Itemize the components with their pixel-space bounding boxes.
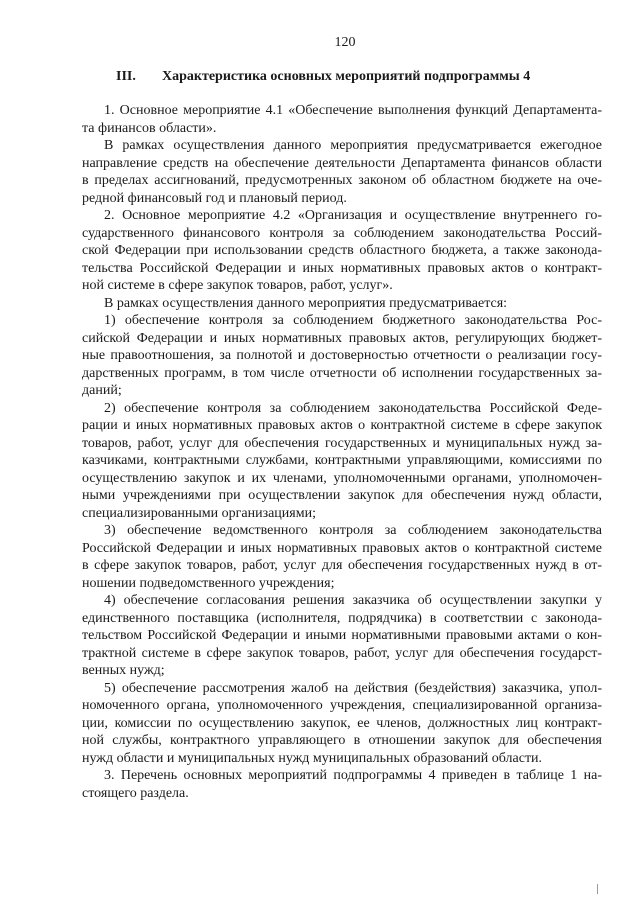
text-line: в пределах ассигнований, предусмотренных законом об областном бюджете на оче- bbox=[82, 173, 602, 188]
text-line: ной службы, контрактного управляющего в отношении закупок для обеспечения bbox=[82, 733, 602, 748]
text-line: ные правоотношения, за полнотой и достоверностью отчетности о реализации госу- bbox=[82, 348, 602, 363]
text-line: В рамках осуществления данного мероприятия предусматривается: bbox=[104, 295, 508, 311]
text-line: стоящего раздела. bbox=[82, 785, 189, 801]
text-line: тельства Российской Федерации и иных нормативных правовых актов о контракт- bbox=[82, 260, 602, 276]
text-line: сударственного финансового контроля за соблюдением законодательства Россий- bbox=[82, 225, 602, 241]
text-line: осуществлению закупок и их членами, уполномоченными органами, уполномочен- bbox=[82, 470, 602, 486]
text-line: 2) обеспечение контроля за соблюдением законодательства Российской Феде- bbox=[104, 400, 602, 416]
text-line: специализированными организациями; bbox=[82, 505, 316, 521]
text-line: та финансов области». bbox=[82, 120, 217, 136]
text-line: ской Федерации при использовании средств областного бюджета, а также законода- bbox=[82, 243, 602, 258]
text-line: 3) обеспечение ведомственного контроля за соблюдением законодательства bbox=[104, 523, 602, 538]
text-line: номоченного органа, уполномоченного учреждения, специализированной организа- bbox=[82, 698, 602, 713]
text-line: сийской Федерации и иных нормативных правовых актов, регулирующих бюджет- bbox=[82, 330, 602, 346]
text-line: казчиками, контрактными службами, контрактными управляющими, комиссиями по bbox=[82, 453, 602, 468]
text-line: 2. Основное мероприятие 4.2 «Организация и осуществление внутреннего го- bbox=[104, 208, 602, 223]
text-line: 4) обеспечение согласования решения заказчика об осуществлении закупки у bbox=[104, 593, 602, 608]
text-line: В рамках осуществления данного мероприятия предусматривается ежегодное bbox=[104, 138, 602, 153]
text-line: рации и иных нормативных правовых актов о контрактной системе в сфере закупок bbox=[82, 418, 602, 433]
text-line: направление средств на обеспечение деятельности Департамента финансов области bbox=[82, 155, 602, 171]
body-text bbox=[82, 102, 602, 802]
section-title: Характеристика основных мероприятий подпрограммы 4 bbox=[162, 69, 531, 84]
text-line: даний; bbox=[82, 383, 122, 398]
text-line: единственного поставщика (исполнителя, подрядчика) в соответствии с законода- bbox=[82, 610, 602, 626]
text-line: тельством Российской Федерации и иными нормативными правовыми актами о кон- bbox=[82, 628, 602, 643]
text-line: трактной системе в сфере закупок товаров, работ, услуг для обеспечения государст- bbox=[82, 645, 602, 661]
text-line: ными учреждениями при осуществлении закупок для обеспечения нужд области, bbox=[82, 488, 602, 503]
margin-mark bbox=[597, 884, 598, 894]
text-line: 1. Основное мероприятие 4.1 «Обеспечение выполнения функций Департамента- bbox=[104, 103, 602, 118]
text-line: 1) обеспечение контроля за соблюдением бюджетного законодательства Рос- bbox=[104, 313, 602, 328]
text-line: ной системе в сфере закупок товаров, работ, услуг». bbox=[82, 278, 393, 293]
text-line: в сфере закупок товаров, работ, услуг для обеспечения государственных нужд в от- bbox=[82, 558, 602, 573]
text-line: венных нужд; bbox=[82, 663, 165, 678]
text-line: дарственных программ, в том числе отчетности об исполнении государственных за- bbox=[82, 365, 602, 381]
text-line: ции, комиссии по осуществлению закупок, ее членов, должностных лиц контракт- bbox=[82, 715, 602, 731]
text-line: Российской Федерации и иных нормативных правовых актов о контрактной системе bbox=[82, 540, 602, 556]
text-line: товаров, работ, услуг для обеспечения государственных и муниципальных нужд за- bbox=[82, 435, 602, 451]
document-page bbox=[82, 34, 602, 802]
text-line: нужд области и муниципальных нужд муниципальных образований области. bbox=[82, 750, 543, 766]
text-line: ношении подведомственного учреждения; bbox=[82, 575, 335, 591]
text-line: 3. Перечень основных мероприятий подпрограммы 4 приведен в таблице 1 на- bbox=[104, 768, 602, 783]
section-numeral: III. bbox=[116, 69, 136, 84]
section-heading bbox=[82, 68, 602, 86]
page-number: 120 bbox=[334, 35, 356, 50]
text-line: редной финансовый год и плановый период. bbox=[82, 190, 347, 206]
text-line: 5) обеспечение рассмотрения жалоб на действия (бездействия) заказчика, упол- bbox=[104, 680, 602, 696]
